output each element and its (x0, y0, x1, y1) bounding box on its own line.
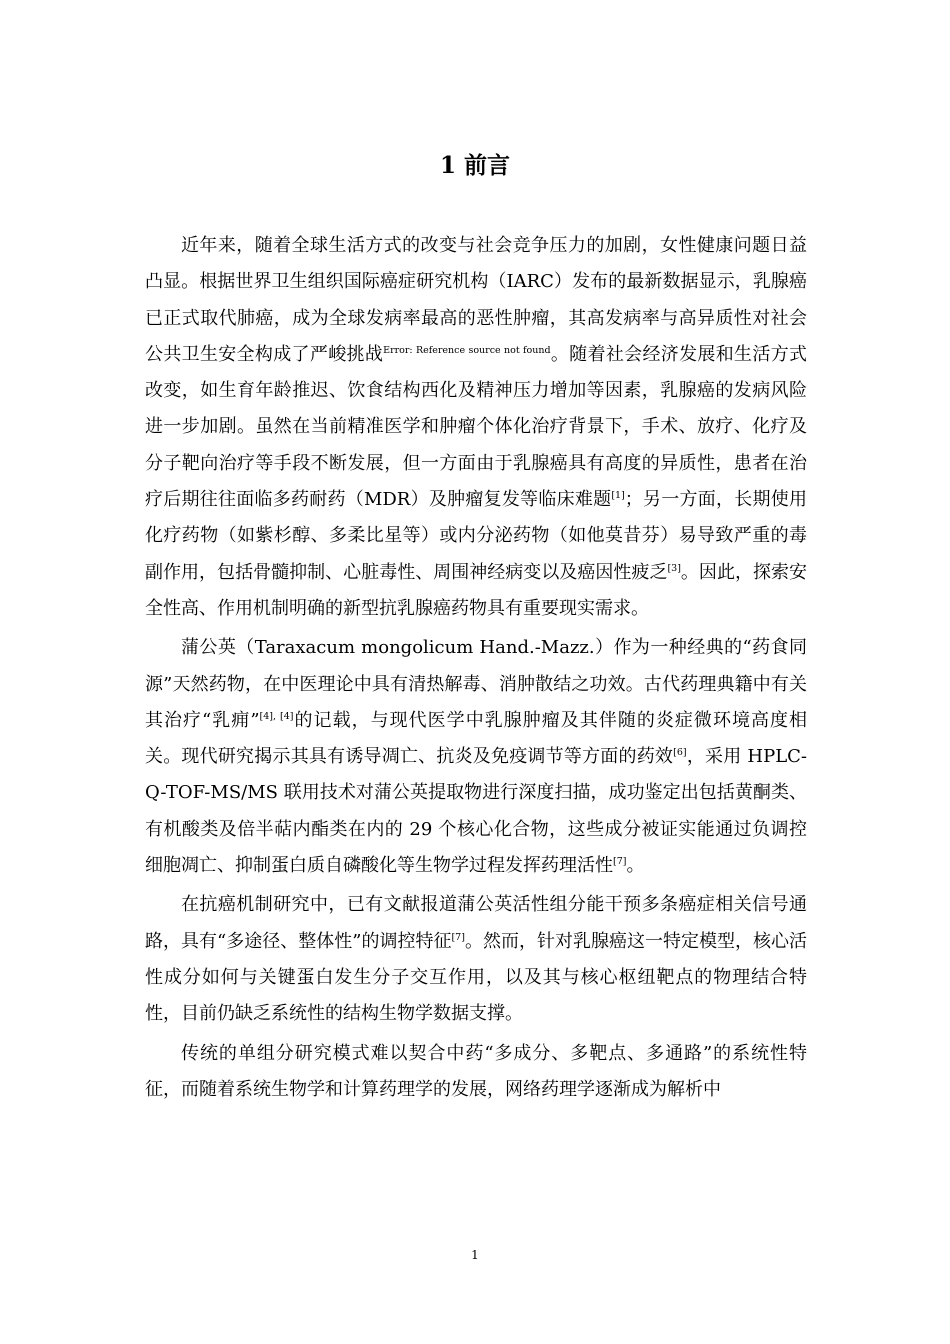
paragraph-text: 。随着社会经济发展和生活方式改变，如生育年龄推迟、饮食结构西化及精神压力增加等因素，乳腺癌的发病风险进一步加剧。虽然在当前精准医学和肿瘤个体化治疗背景下，手术、放疗、化疗及分子靶向治疗等手段不断发展，但一方面由于乳腺癌具有高度的异质性，患者在治疗后期往往面临多药耐药（MDR）及肿瘤复发等临床难题 (145, 343, 808, 511)
citation: [4], [4] (259, 710, 294, 722)
paragraph-text: 。因此，探索安全性高、作用机制明确的新型抗乳腺癌药物具有重要现实需求。 (145, 561, 808, 619)
paragraph-text: 在抗癌机制研究中，已有文献报道蒲公英活性组分能干预多条癌症相关信号通路，具有“多途径、整体性”的调控特征 (145, 894, 807, 952)
paragraph-text: 。 (626, 855, 645, 877)
paragraph-text: ，采用 HPLC-Q-TOF-MS/MS 联用技术对蒲公英提取物进行深度扫描，成功鉴定出包括黄酮类、有机酸类及倍半萜内酯类在内的 29 个核心化合物，这些成分被证实能通过负调控细胞凋亡、抑制蛋白质自磷酸化等生物学过程发挥药理活性 (145, 746, 808, 877)
paragraph-text: 。然而，针对乳腺癌这一特定模型，核心活性成分如何与关键蛋白发生分子交互作用，以及其与核心枢纽靶点的物理结合特性，目前仍缺乏系统性的结构生物学数据支撑。 (145, 930, 807, 1025)
paragraph-4 (145, 1036, 807, 1109)
document-body (145, 228, 807, 1108)
page-number: 1 (471, 1248, 479, 1262)
paragraph-text: 的记载，与现代医学中乳腺肿瘤及其伴随的炎症微环境高度相关。现代研究揭示其具有诱导凋亡、抗炎及免疫调节等方面的药效 (145, 709, 808, 768)
citation: [6] (673, 747, 687, 759)
paragraph-3 (145, 887, 807, 1032)
paragraph-text: 近年来，随着全球生活方式的改变与社会竞争压力的加剧，女性健康问题日益凸显。根据世界卫生组织国际癌症研究机构（IARC）发布的最新数据显示，乳腺癌已正式取代肺癌，成为全球发病率最高的恶性肿瘤，其高发病率与高异质性对社会公共卫生安全构成了严峻挑战 (145, 235, 807, 365)
paragraph-2 (145, 630, 807, 884)
citation: [1] (611, 490, 625, 502)
citation-error: Error: Reference source not found (383, 344, 551, 356)
paragraph-text: ；另一方面，长期使用化疗药物（如紫杉醇、多柔比星等）或内分泌药物（如他莫昔芬）易导致严重的毒副作用，包括骨髓抑制、心脏毒性、周围神经病变以及癌因性疲乏 (145, 489, 807, 583)
citation: [3] (667, 562, 681, 574)
citation: [7] (613, 856, 627, 868)
citation: [7] (451, 931, 465, 943)
paragraph-1 (145, 228, 807, 627)
section-heading: 1 前言 (439, 152, 510, 179)
paragraph-text: 传统的单组分研究模式难以契合中药“多成分、多靶点、多通路”的系统性特征，而随着系统生物学和计算药理学的发展，网络药理学逐渐成为解析中 (145, 1042, 807, 1100)
paragraph-text: 蒲公英（Taraxacum mongolicum Hand.-Mazz.）作为一种经典的“药食同源”天然药物，在中医理论中具有清热解毒、消肿散结之功效。古代药理典籍中有关其治疗“乳痈” (145, 637, 807, 731)
